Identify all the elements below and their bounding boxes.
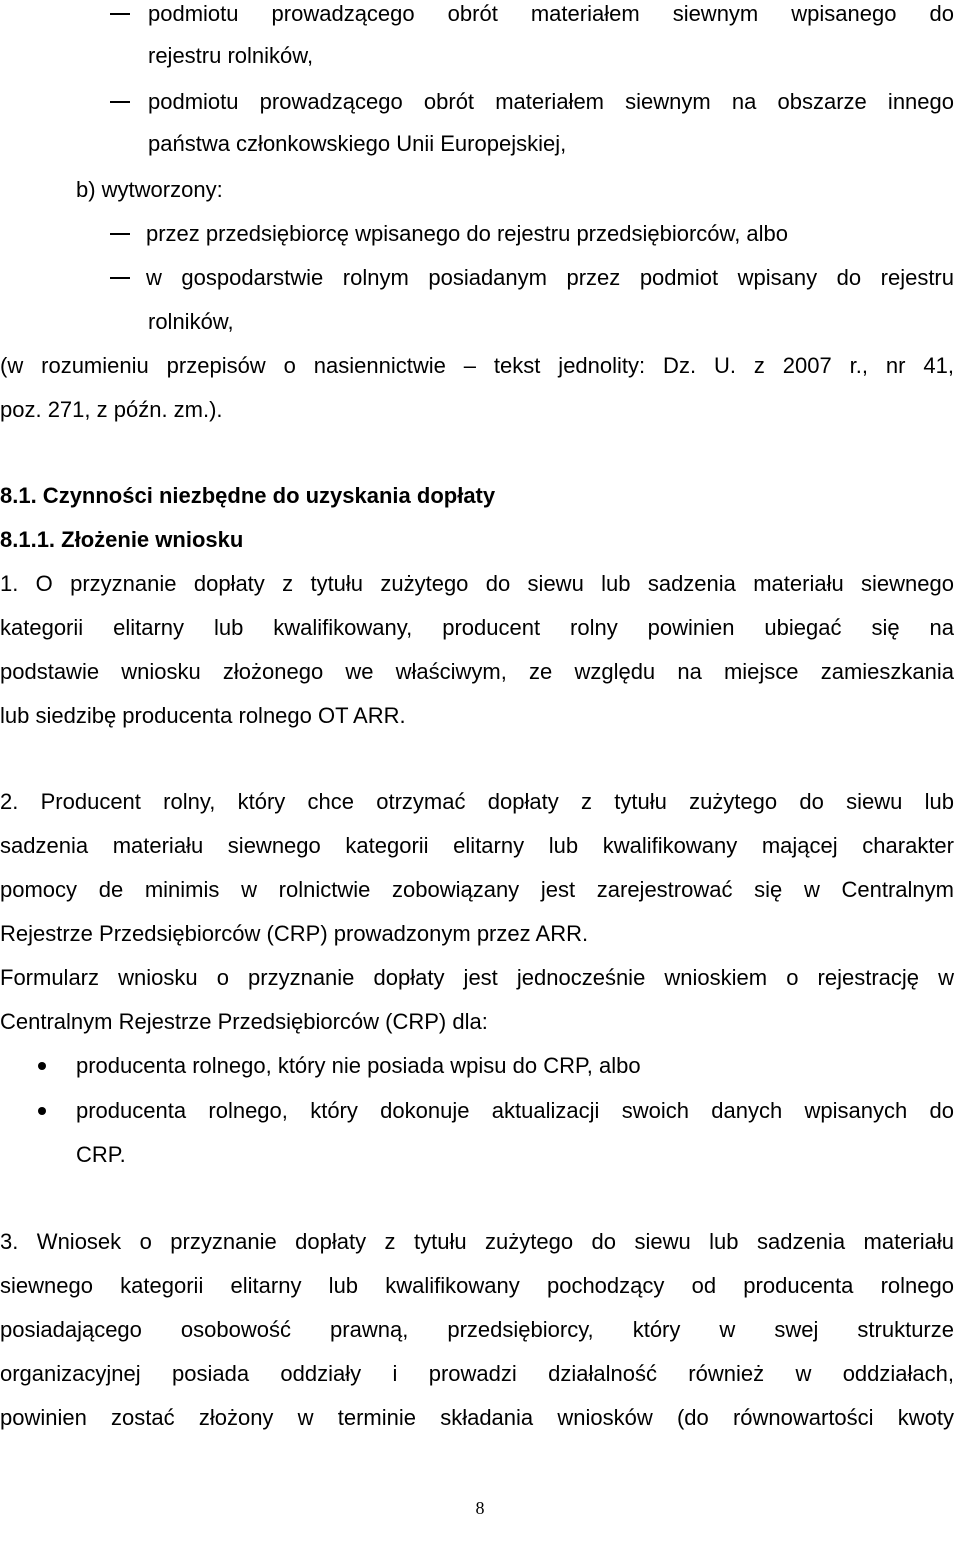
text-line: b) wytworzony: bbox=[76, 177, 223, 202]
dash-bullet-icon bbox=[110, 13, 130, 15]
list-item: CRP. bbox=[76, 1142, 126, 1167]
text-line: rejestru rolników, bbox=[148, 43, 314, 68]
text-line: lub siedzibę producenta rolnego OT ARR. bbox=[0, 703, 406, 728]
text-line: Rejestrze Przedsiębiorców (CRP) prowadzonym przez ARR. bbox=[0, 921, 589, 946]
text-line: (w rozumieniu przepisów o nasiennictwie – tekst jednolity: Dz. U. z 2007 r., nr 41, bbox=[0, 353, 954, 378]
text-line: państwa członkowskiego Unii Europejskiej, bbox=[148, 131, 567, 156]
text-line: kategorii elitarny lub kwalifikowany, producent rolny powinien ubiegać się na bbox=[0, 615, 954, 640]
text-line: organizacyjnej posiada oddziały i prowadzi działalność również w oddziałach, bbox=[0, 1361, 954, 1386]
text-line: pomocy de minimis w rolnictwie zobowiązany jest zarejestrować się w Centralnym bbox=[0, 877, 954, 902]
text-line: rolników, bbox=[148, 309, 234, 334]
dash-bullet-icon bbox=[110, 277, 130, 279]
text-line: siewnego kategorii elitarny lub kwalifikowany pochodzący od producenta rolnego bbox=[0, 1273, 954, 1298]
text-line: w gospodarstwie rolnym posiadanym przez podmiot wpisany do rejestru bbox=[146, 265, 954, 290]
page-number: 8 bbox=[475, 1498, 485, 1518]
bullet-icon bbox=[38, 1107, 46, 1115]
text-line: poz. 271, z późn. zm.). bbox=[0, 397, 223, 422]
list-item: producenta rolnego, który nie posiada wpisu do CRP, albo bbox=[76, 1053, 641, 1078]
text-line: Formularz wniosku o przyznanie dopłaty jest jednocześnie wnioskiem o rejestrację w bbox=[0, 965, 954, 990]
subsection-heading: 8.1.1. Złożenie wniosku bbox=[0, 527, 244, 552]
list-item: producenta rolnego, który dokonuje aktualizacji swoich danych wpisanych do bbox=[76, 1098, 954, 1123]
text-line: podmiotu prowadzącego obrót materiałem siewnym na obszarze innego bbox=[148, 89, 954, 114]
text-line: posiadającego osobowość prawną, przedsiębiorcy, który w swej strukturze bbox=[0, 1317, 954, 1342]
text-line: Centralnym Rejestrze Przedsiębiorców (CRP) dla: bbox=[0, 1009, 488, 1034]
text-line: powinien zostać złożony w terminie składania wniosków (do równowartości kwoty bbox=[0, 1405, 954, 1430]
text-line: 2. Producent rolny, który chce otrzymać dopłaty z tytułu zużytego do siewu lub bbox=[0, 789, 954, 814]
text-line: podstawie wniosku złożonego we właściwym, ze względu na miejsce zamieszkania bbox=[0, 659, 954, 684]
dash-bullet-icon bbox=[110, 101, 130, 103]
section-heading: 8.1. Czynności niezbędne do uzyskania dopłaty bbox=[0, 483, 496, 508]
text-line: podmiotu prowadzącego obrót materiałem siewnym wpisanego do bbox=[148, 1, 954, 26]
text-line: 1. O przyznanie dopłaty z tytułu zużytego do siewu lub sadzenia materiału siewnego bbox=[0, 571, 954, 596]
text-line: sadzenia materiału siewnego kategorii elitarny lub kwalifikowany mającej charakter bbox=[0, 833, 954, 858]
text-line: 3. Wniosek o przyznanie dopłaty z tytułu zużytego do siewu lub sadzenia materiału bbox=[0, 1229, 954, 1254]
bullet-icon bbox=[38, 1062, 46, 1070]
dash-bullet-icon bbox=[110, 233, 130, 235]
text-line: przez przedsiębiorcę wpisanego do rejestru przedsiębiorców, albo bbox=[146, 221, 789, 246]
